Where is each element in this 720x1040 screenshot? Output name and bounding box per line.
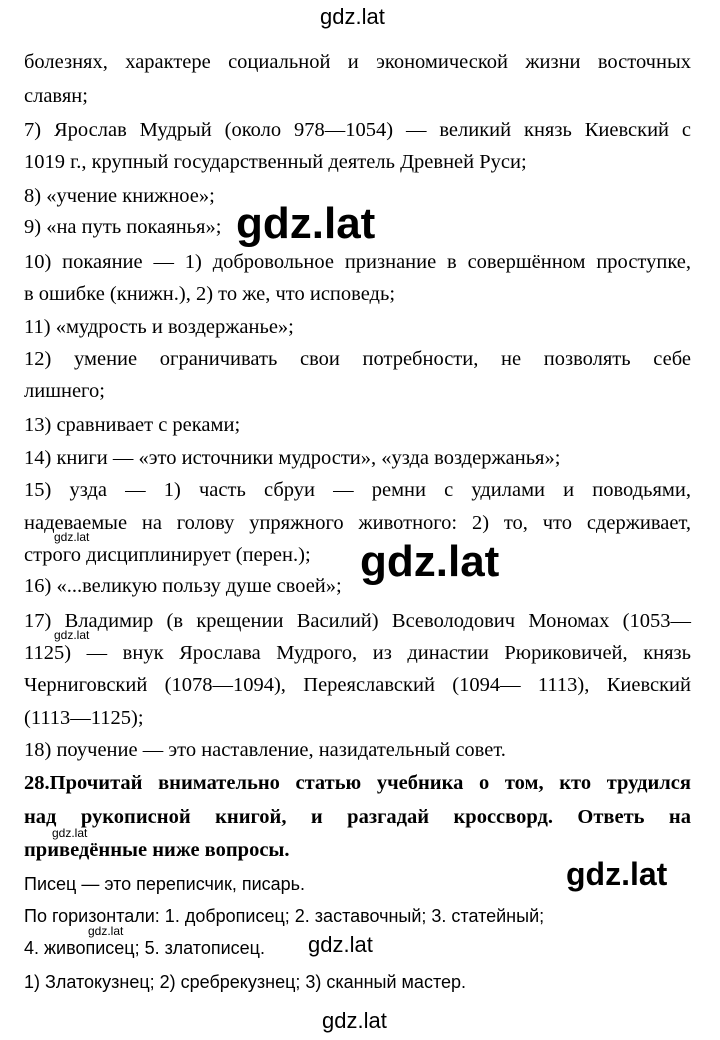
text-line: (1113—1125); <box>24 707 144 729</box>
text-line: 17) Владимир (в крещении Василий) Всеволодович Мономах (1053— <box>24 610 691 632</box>
text-line: в ошибке (книжн.), 2) то же, что исповедь; <box>24 283 396 305</box>
text-line: 15) узда — 1) часть сбруи — ремни с удилами и поводьями, <box>24 479 691 501</box>
text-line: 13) сравнивает с реками; <box>24 414 241 436</box>
text-line: славян; <box>24 85 88 107</box>
text-line: Черниговский (1078—1094), Переяславский (1094— 1113), Киевский <box>24 674 691 696</box>
text-line: 16) «...великую пользу душе своей»; <box>24 575 342 597</box>
text-line: 11) «мудрость и воздержанье»; <box>24 316 294 338</box>
text-line: 18) поучение — это наставление, назидательный совет. <box>24 739 506 761</box>
text-line: 1125) — внук Ярослава Мудрого, из династии Рюриковичей, князь <box>24 642 691 664</box>
task-heading-line: приведённые ниже вопросы. <box>24 839 290 861</box>
watermark-inline: gdz.lat <box>308 932 373 957</box>
text-line: лишнего; <box>24 380 105 402</box>
text-line: 4. живописец; 5. златописец. <box>24 938 265 958</box>
footer-watermark: gdz.lat <box>322 1008 387 1033</box>
text-line: По горизонтали: 1. доброписец; 2. заставочный; 3. статейный; <box>24 906 545 926</box>
text-line: 7) Ярослав Мудрый (около 978—1054) — великий князь Киевский с <box>24 119 691 141</box>
watermark-small: gdz.lat <box>54 628 90 642</box>
watermark-large: gdz.lat <box>236 199 376 248</box>
text-line: 12) умение ограничивать свои потребности, не позволять себе <box>24 348 691 370</box>
text-line: 10) покаяние — 1) добровольное признание в совершённом проступке, <box>24 251 691 273</box>
text-line: надеваемые на голову упряжного животного: 2) то, что сдерживает, <box>24 512 691 534</box>
text-line: болезнях, характере социальной и экономической жизни восточных <box>24 51 691 73</box>
watermark-small: gdz.lat <box>52 826 88 840</box>
text-line: 8) «учение книжное»; <box>24 185 215 207</box>
task-heading-line: над рукописной книгой, и разгадай кроссворд. Ответь на <box>24 806 691 828</box>
task-heading-line: 28.Прочитай внимательно статью учебника о том, кто трудился <box>24 772 691 794</box>
text-line: 1019 г., крупный государственный деятель Древней Руси; <box>24 151 527 173</box>
text-line: 1) Златокузнец; 2) сребрекузнец; 3) сканный мастер. <box>24 972 467 992</box>
header-watermark: gdz.lat <box>320 4 385 29</box>
watermark-medium: gdz.lat <box>566 856 668 892</box>
text-line: строго дисциплинирует (перен.); <box>24 544 311 566</box>
watermark-small: gdz.lat <box>54 530 90 544</box>
text-line: Писец — это переписчик, писарь. <box>24 874 306 894</box>
text-line: 9) «на путь покаянья»; <box>24 216 222 238</box>
watermark-small: gdz.lat <box>88 924 124 938</box>
watermark-large: gdz.lat <box>360 537 500 586</box>
text-line: 14) книги — «это источники мудрости», «узда воздержанья»; <box>24 447 561 469</box>
